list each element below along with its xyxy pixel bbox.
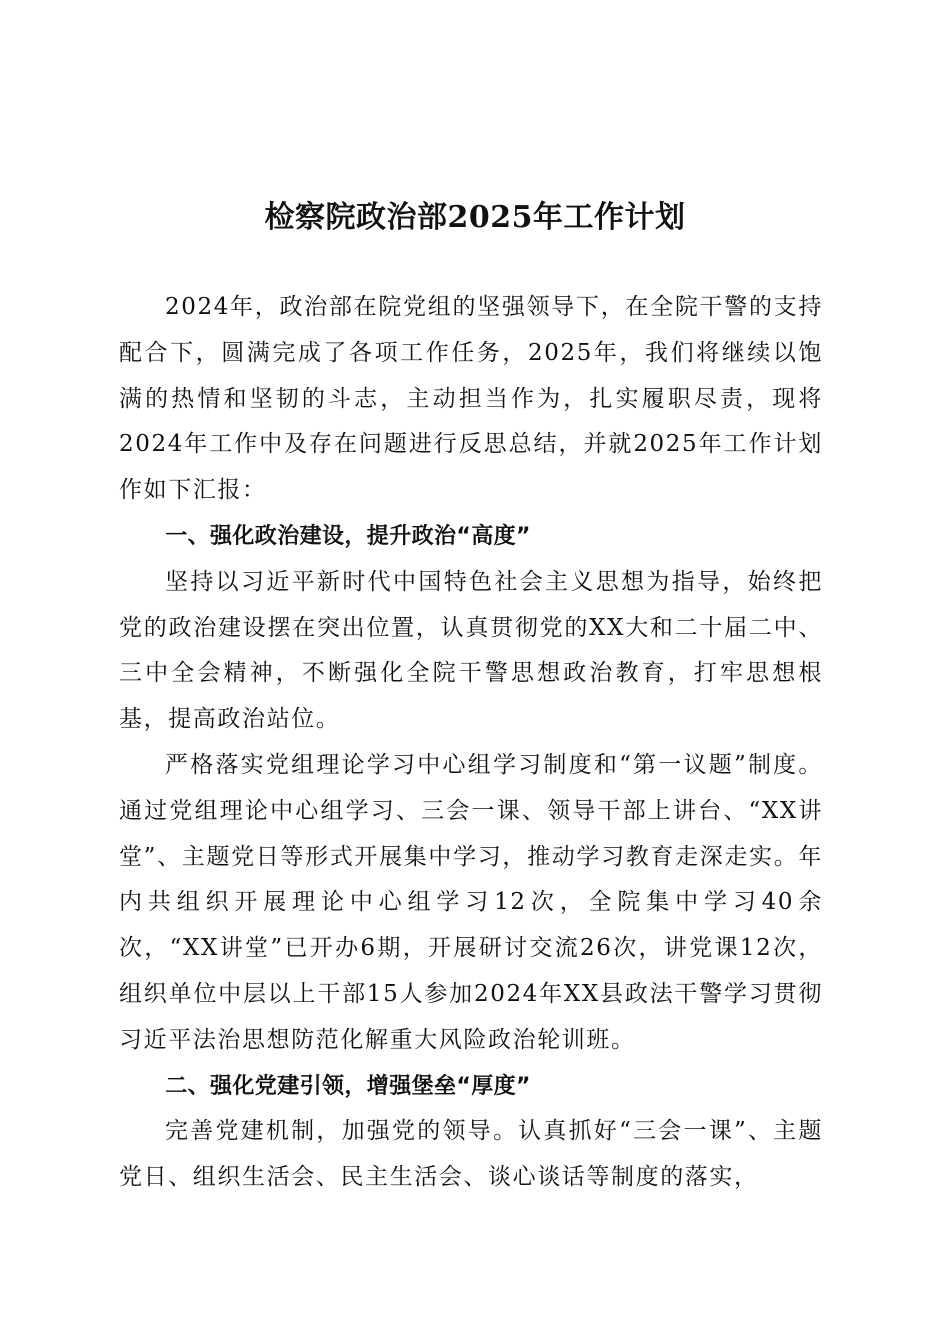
- section-heading-2: 二、强化党建引领，增强堡垒“厚度”: [165, 1073, 531, 1099]
- body-paragraph: 完善党建机制，加强党的领导。认真抓好“三会一课”、主题党日、组织生活会、民主生活会、谈心谈话等制度的落实，: [119, 1118, 823, 1191]
- section-heading-1: 一、强化政治建设，提升政治“高度”: [165, 523, 531, 549]
- document-body: [119, 285, 823, 1201]
- body-paragraph: 严格落实党组理论学习中心组学习制度和“第一议题”制度。通过党组理论中心组学习、三会一课、领导干部上讲台、“XX讲堂”、主题党日等形式开展集中学习，推动学习教育走深走实。年内共组织开展理论中心组学习12次，全院集中学习40余次，“XX讲堂”已开办6期，开展研讨交流26次，讲党课12次，组织单位中层以上干部15人参加2024年XX县政法干警学习贯彻习近平法治思想防范化解重大风险政治轮训班。: [119, 751, 823, 1053]
- document-title: 检察院政治部2025年工作计划: [264, 200, 686, 235]
- body-paragraph: 坚持以习近平新时代中国特色社会主义思想为指导，始终把党的政治建设摆在突出位置，认真贯彻党的XX大和二十届二中、三中全会精神，不断强化全院干警思想政治教育，打牢思想根基，提高政治站位。: [119, 568, 823, 733]
- intro-paragraph: 2024年，政治部在院党组的坚强领导下，在全院干警的支持配合下，圆满完成了各项工作任务，2025年，我们将继续以饱满的热情和坚韧的斗志，主动担当作为，扎实履职尽责，现将2024年工作中及存在问题进行反思总结，并就2025年工作计划作如下汇报：: [119, 294, 823, 504]
